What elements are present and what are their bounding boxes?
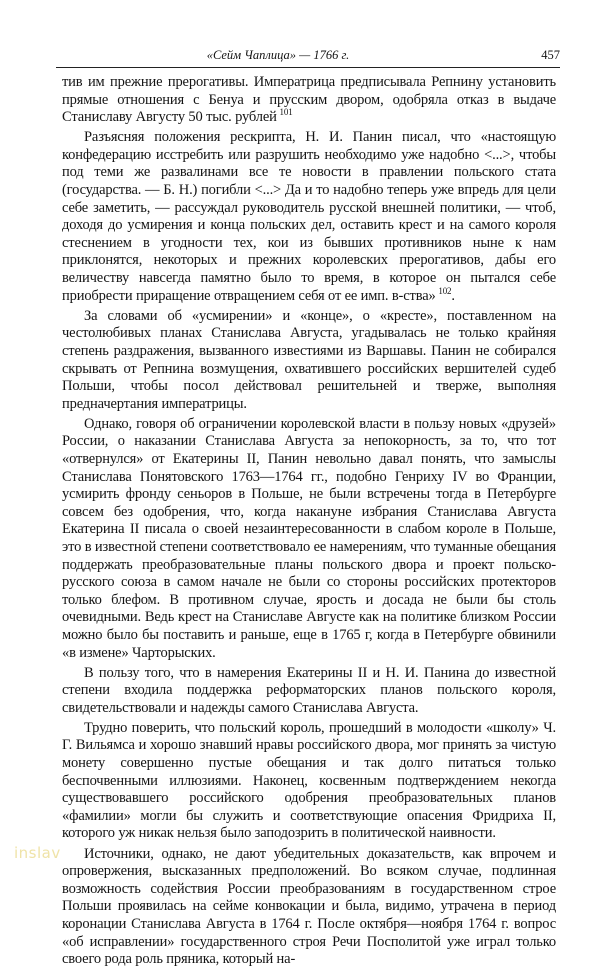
paragraph: В пользу того, что в намерения Екатерины II и Н. И. Панина до известной степени входила поддержка реформаторских планов польского короля, свидетельствовали и надежды самого Станислава Августа. bbox=[62, 664, 556, 716]
watermark: inslav bbox=[14, 844, 61, 862]
paragraph: тив им прежние прерогативы. Императрица предписывала Репнину установить прямые отношения с Бенуа и прусским двором, одобряла отказ в выдаче Станиславу Августу 50 тыс. рублей $^{101}$ bbox=[62, 74, 556, 126]
paragraph: Однако, говоря об ограничении королевской власти в пользу новых «друзей» России, о наказании Станислава Августа за непокорность, за то, что тот «отвернулся» от Екатерины II, Панин невольно давал понять, что замыслы Станислава Понятовского 1763—1764 гг., подобно Генриху IV во Франции, усмирить фронду сеньоров в Польше, не были встречены тогда в Петербурге совсем без одобрения, что, когда накануне избрания Станислава Августа Екатерина II писала о своей незаинтересованности в слабом короле в Польше, это в известной степени соответствовало ее намерениям, что туманные обещания поддержать преобразовательные планы польского двора и проект польско-русского союза в самом начале не были со стороны российских протекторов только блефом. В противном случае, ярость и досада не были бы столь очевидными. Ведь крест на Станиславе Августе как на политике близком России можно было бы поставить и раньше, еще в 1765 г, когда в Петербурге обвинили «в измене» Чарторыских. bbox=[62, 415, 556, 661]
paragraph: Источники, однако, не дают убедительных доказательств, как впрочем и опровержения, высказанных предположений. Во всяком случае, подлинная возможность содействия России преобразованиям в государственном строе Польши проявилась на сейме конвокации и была, видимо, утрачена в период коронации Станислава Августа в 1764 г. После октября—ноября 1764 г. вопрос «об исправлении» государственного строя Речи Посполитой уже играл только своего рода роль пряника, который на- bbox=[62, 845, 556, 968]
paragraph: Трудно поверить, что польский король, прошедший в молодости «школу» Ч. Г. Вильямса и хорошо знавший нравы российского двора, мог принять за чистую монету совершенно пустые обещания и так долго питаться только беспочвенными иллюзиями. Наконец, косвенным подтверждением некогда существовавшего российского одобрения преобразовательных планов «фамилии» могли бы служить и соответствующие опасения Фридриха II, которого уж никак нельзя было заподозрить в политической наивности. bbox=[62, 719, 556, 842]
page-header bbox=[56, 47, 560, 63]
running-head: «Сейм Чаплица» — 1766 г. bbox=[206, 48, 350, 62]
paragraph: За словами об «усмирении» и «конце», о «кресте», поставленном на честолюбивых планах Станислава Августа, угадывалась не только крайняя степень раздражения, вызванного известиями из Варшавы. Панин не собирался скрывать от Репнина возмущения, охватившего российских вершителей судеб Польши, чтобы посол действовал решительней и тверже, выполняя предначертания императрицы. bbox=[62, 307, 556, 412]
paragraph: Разъясняя положения рескрипта, Н. И. Панин писал, что «настоящую конфедерацию исстребить или разрушить необходимо уже надобно <...>, чтобы под теми же развалинами все те новости в правлении польского стата (государства. — Б. Н.) погибли <...> Да и то надобно теперь уже впредь для цели себе заметить, — рассуждал руководитель русской внешней политики, — чтоб, доходя до усмирения и конца польских дел, оставить крест и на самого короля стеснением в угодности тех, кои из бывших противников ныне к нам приклонятся, некоторых и прежних королевских прерогативов, дабы его величеству навсегда памятно было то время, в которое он пытался себе приобрести приращение отвращением себя от ее имп. в-ства» $^{102}$. bbox=[62, 129, 556, 304]
page-number: 457 bbox=[541, 48, 560, 62]
main-text bbox=[62, 74, 556, 971]
footnote-ref: 102 bbox=[438, 285, 452, 296]
header-rule bbox=[56, 67, 560, 68]
footnote-ref: 101 bbox=[279, 107, 293, 118]
